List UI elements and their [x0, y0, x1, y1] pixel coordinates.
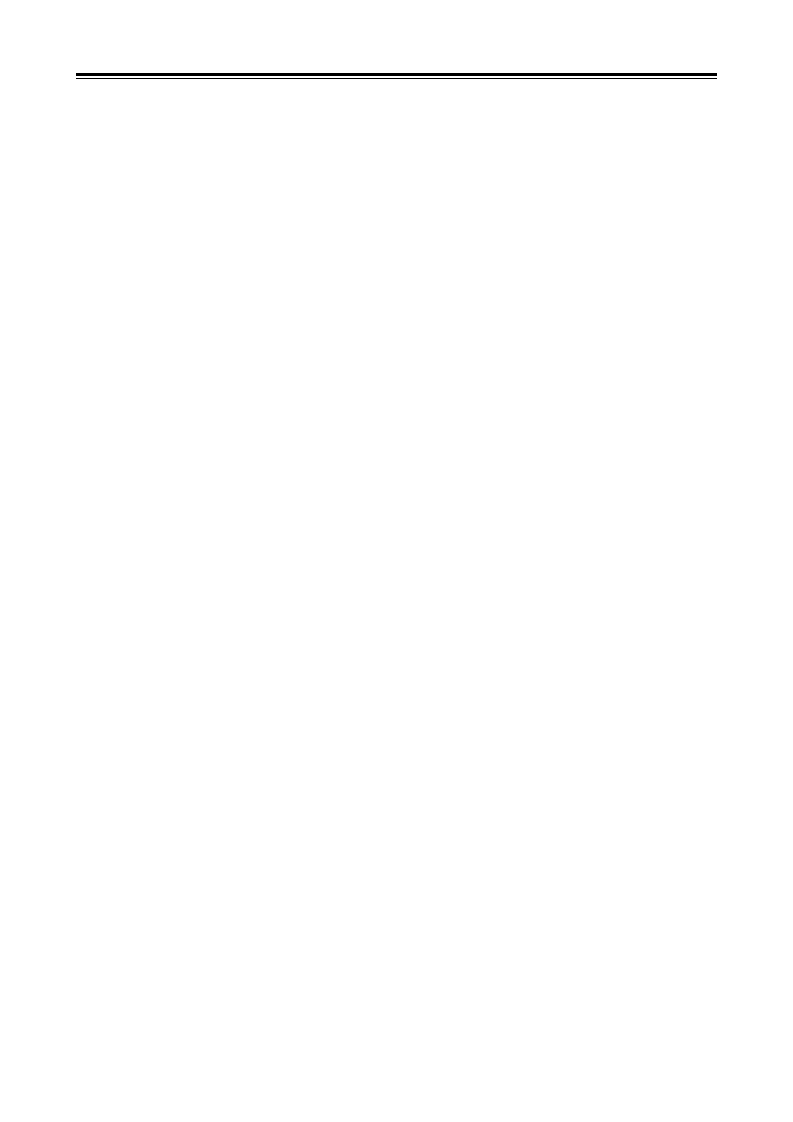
table-of-contents: [76, 94, 717, 203]
part-title: [76, 116, 717, 203]
chapter6-entry: [76, 94, 717, 116]
toc-chapter-row[interactable]: [76, 96, 717, 116]
header-rule-thick: [76, 73, 717, 76]
header-rule-thin: [76, 78, 717, 79]
